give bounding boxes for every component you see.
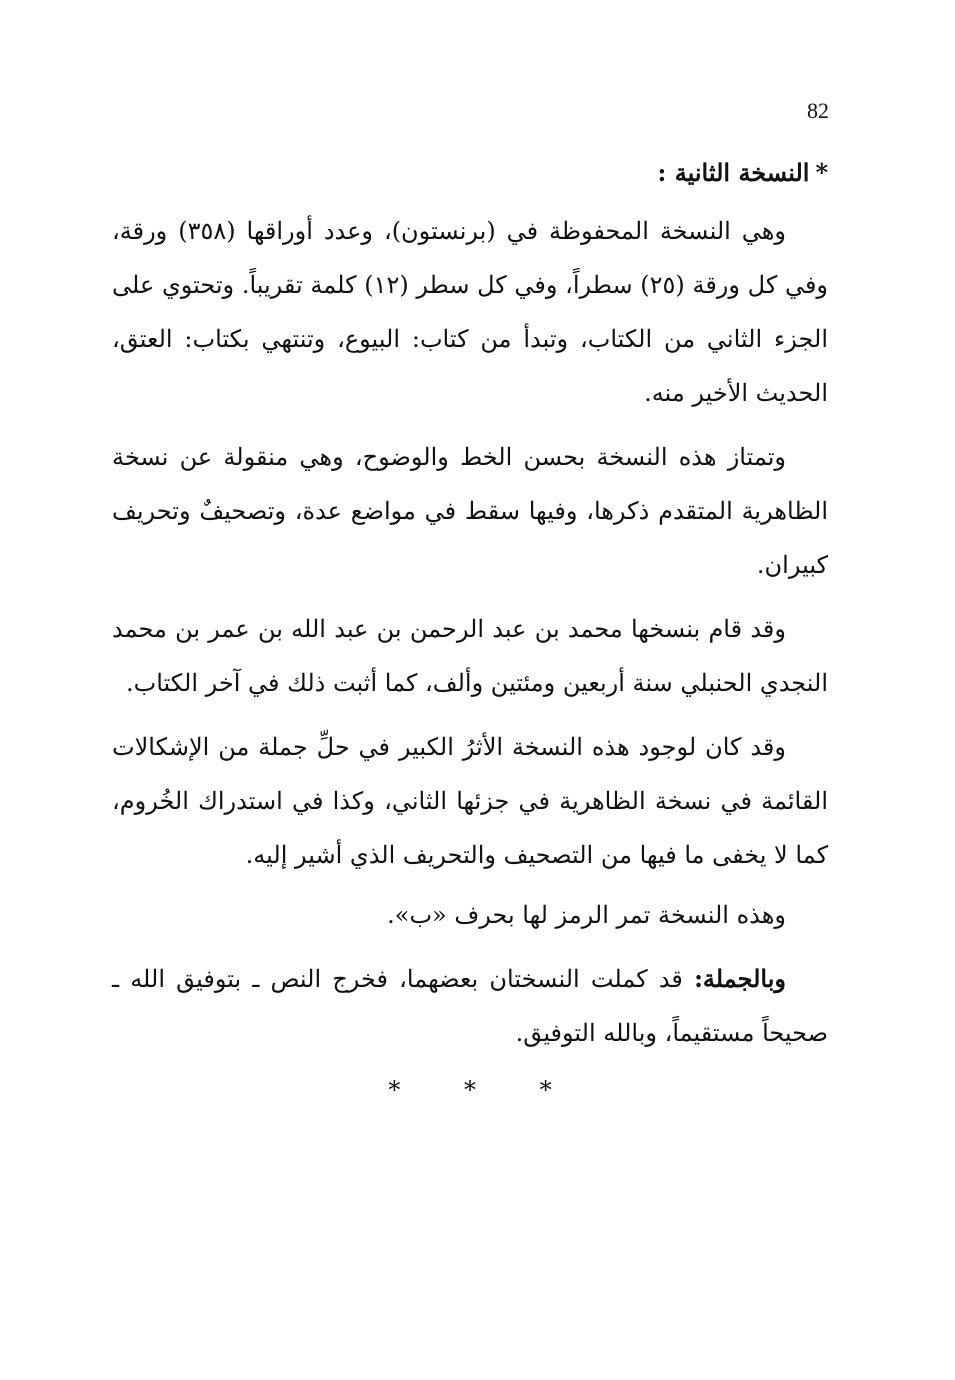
conclusion-lead: وبالجملة:: [694, 964, 786, 993]
document-body: [112, 150, 828, 1110]
section-separator: * * *: [388, 1076, 580, 1104]
section-title: النسخة الثانية :: [657, 158, 810, 187]
paragraph-symbol: وهذه النسخة تمر الرمز لها بحرف «ب».: [387, 901, 786, 929]
paragraph-conclusion: [112, 952, 828, 1060]
paragraph-importance: وقد كان لوجود هذه النسخة الأثرُ الكبير في حلِّ جملة من الإشكالات القائمة في نسخة الظاهرية في جزئها الثاني، وكذا في استدراك الخُروم، كما لا يخفى ما فيها من التصحيف والتحريف الذي أشير إليه.: [112, 733, 828, 869]
section-heading: [112, 150, 828, 196]
asterisk-icon: *: [815, 158, 828, 187]
paragraph-description: وهي النسخة المحفوظة في (برنستون)، وعدد أوراقها (٣٥٨) ورقة، وفي كل ورقة (٢٥) سطراً، وفي كل سطر (١٢) كلمة تقريباً. وتحتوي على الجزء الثاني من الكتاب، وتبدأ من كتاب: البيوع، وتنتهي بكتاب: العتق، الحديث الأخير منه.: [112, 217, 829, 407]
paragraph-features: وتمتاز هذه النسخة بحسن الخط والوضوح، وهي منقولة عن نسخة الظاهرية المتقدم ذكرها، وفيها سقط في مواضع عدة، وتصحيفٌ وتحريف كبيران.: [112, 443, 828, 579]
paragraph-copyist: وقد قام بنسخها محمد بن عبد الرحمن بن عبد الله بن عمر بن محمد النجدي الحنبلي سنة أربعين ومئتين وألف، كما أثبت ذلك في آخر الكتاب.: [112, 615, 828, 697]
page-number: 82: [807, 98, 829, 123]
conclusion-text: قد كملت النسختان بعضهما، فخرج النص ـ بتوفيق الله ـ صحيحاً مستقيماً، وبالله التوفيق.: [112, 965, 828, 1047]
